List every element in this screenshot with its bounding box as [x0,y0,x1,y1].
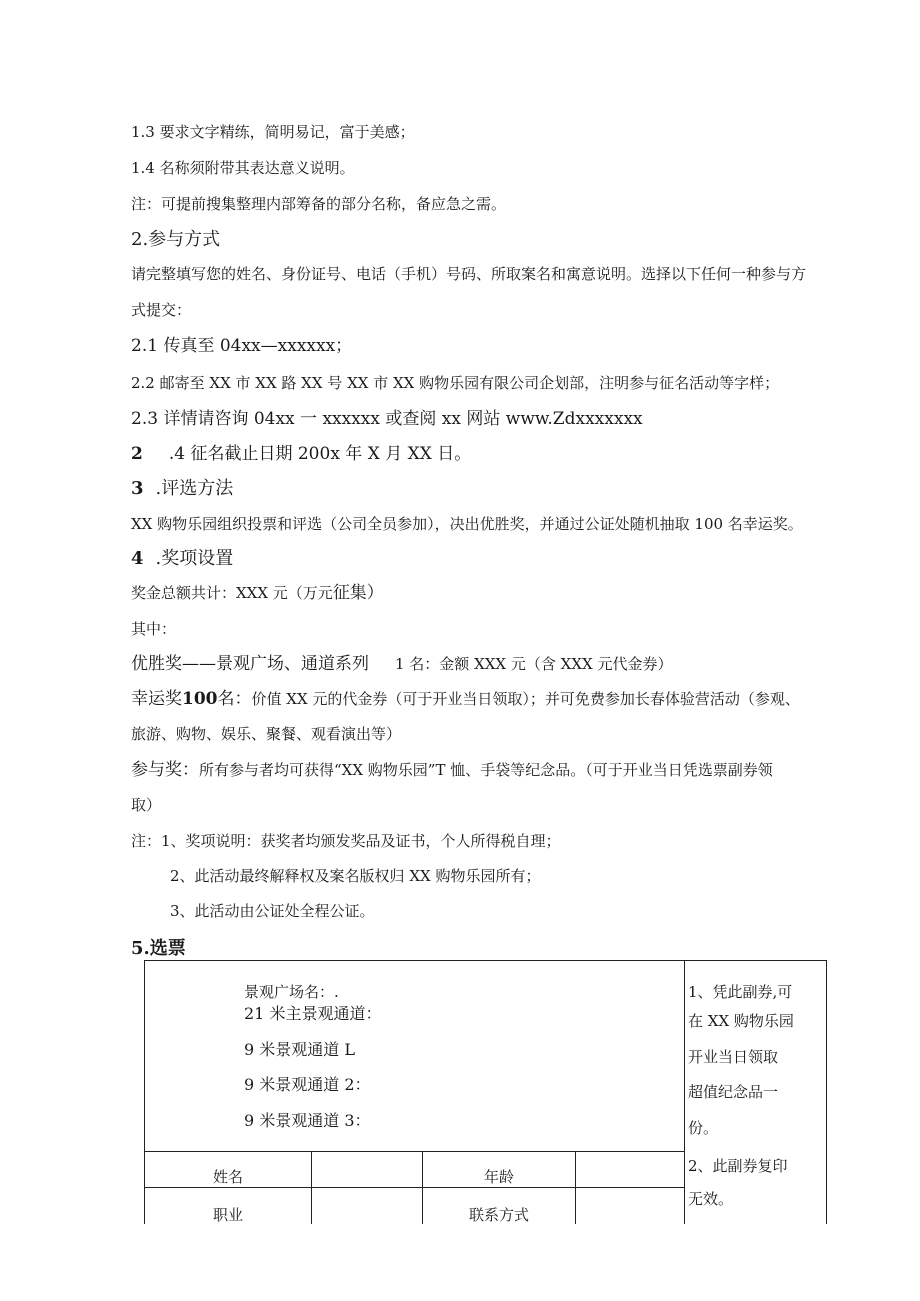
table-col-line-1 [311,1151,312,1224]
section-2-3: 2.3 详情请咨询 04xx 一 xxxxxx 或查阅 xx 网站 www.Zdxxxxxxx [131,409,643,429]
section-1-3: 1.3 要求文字精练，简明易记，富于美感； [131,123,415,141]
contact-label: 联系方式 [468,1206,529,1224]
section-2-4 [131,444,471,464]
section-2-1: 2.1 传真至 04xx—xxxxxx； [131,336,353,356]
heading-awards-text: .奖项设置 [155,548,234,569]
stub-note-line-2: 在 XX 购物乐园 [688,1012,794,1030]
age-label: 年龄 [483,1168,514,1186]
award-note-1: 注：1、奖项说明：获奖者均颁发奖品及证书，个人所得税自理； [131,832,561,850]
ballot-9m-corridor-1: 9 米景观通道 L [244,1040,355,1059]
note-collect-names: 注：可提前搜集整理内部筹备的部分名称，备应急之需。 [131,195,507,213]
heading-judging-number: 3 [131,478,144,499]
heading-judging-text: .评选方法 [155,478,234,499]
lucky-prize-title: 幸运奖 [131,689,182,709]
lucky-prize-continued: 旅游、购物、娱乐、聚餐、观看演出等） [131,725,402,743]
total-prize [131,583,384,603]
among-label: 其中： [131,620,177,638]
table-row-line-1 [144,1151,685,1152]
heading-awards [131,548,233,570]
section-2-4-text: .4 征名截止日期 200x 年 X 月 XX 日。 [168,444,472,464]
winner-prize [131,654,672,674]
occupation-label: 职业 [212,1206,243,1224]
section-2-2: 2.2 邮寄至 XX 市 XX 路 XX 号 XX 市 XX 购物乐园有限公司企划部，注明参与征名活动等字样； [131,374,780,392]
stub-note-line-7: 无效。 [688,1190,734,1208]
table-divider-stub [684,960,685,1224]
stub-note-line-1: 1、凭此副券,可 [688,983,793,1001]
ballot-plaza-name: 景观广场名：. [244,983,339,1001]
heading-awards-number: 4 [131,548,144,569]
lucky-prize-detail: 价值 XX 元的代金券（可于开业当日领取）；并可免费参加长春体验营活动（参观、 [251,690,800,708]
participation-prize-title: 参与奖： [131,760,199,780]
award-note-3: 3、此活动由公证处全程公证。 [170,902,375,920]
stub-note-line-5: 份。 [688,1119,719,1137]
total-prize-collect: 征集） [332,583,384,603]
participation-prize-continued: 取） [131,796,162,814]
heading-ballot: 5.选票 [131,938,186,959]
heading-judging [131,478,233,500]
name-label: 姓名 [212,1168,243,1186]
table-row-line-2 [144,1187,685,1188]
stub-note-line-3: 开业当日领取 [688,1048,779,1066]
judging-paragraph: XX 购物乐园组织投票和评选（公司全员参加），决出优胜奖，并通过公证处随机抽取 100 名幸运奖。 [131,515,803,533]
participation-prize-detail: 所有参与者均可获得“XX 购物乐园”T 恤、手袋等纪念品。（可于开业当日凭选票副券领 [199,761,773,779]
ballot-9m-corridor-3: 9 米景观通道 3： [244,1111,371,1130]
heading-participation: 2.参与方式 [131,229,221,250]
lucky-prize [131,689,800,709]
table-border-top [144,960,827,961]
section-2-4-number: 2 [131,444,143,464]
stub-note-line-6: 2、此副券复印 [688,1157,788,1175]
stub-note-line-4: 超值纪念品一 [688,1083,779,1101]
winner-prize-detail: 1 名：金额 XXX 元（含 XXX 元代金券） [395,655,673,673]
participation-paragraph-2: 式提交： [131,301,192,319]
participation-paragraph-1: 请完整填写您的姓名、身份证号、电话（手机）号码、所取案名和寓意说明。选择以下任何一种参与方 [131,265,807,283]
winner-prize-title: 优胜奖——景观广场、通道系列 [131,654,369,674]
award-note-2: 2、此活动最终解释权及案名版权归 XX 购物乐园所有； [170,867,541,885]
ballot-9m-corridor-2: 9 米景观通道 2： [244,1075,371,1094]
table-border-right [826,960,827,1224]
ballot-21m-corridor: 21 米主景观通道： [244,1004,382,1023]
section-1-4: 1.4 名称须附带其表达意义说明。 [131,159,355,177]
lucky-prize-unit: 名： [217,689,252,709]
lucky-prize-count: 100 [182,689,218,709]
total-prize-text: 奖金总额共计：XXX 元（万元 [131,584,333,602]
participation-prize [131,760,773,780]
table-col-line-3 [575,1151,576,1224]
